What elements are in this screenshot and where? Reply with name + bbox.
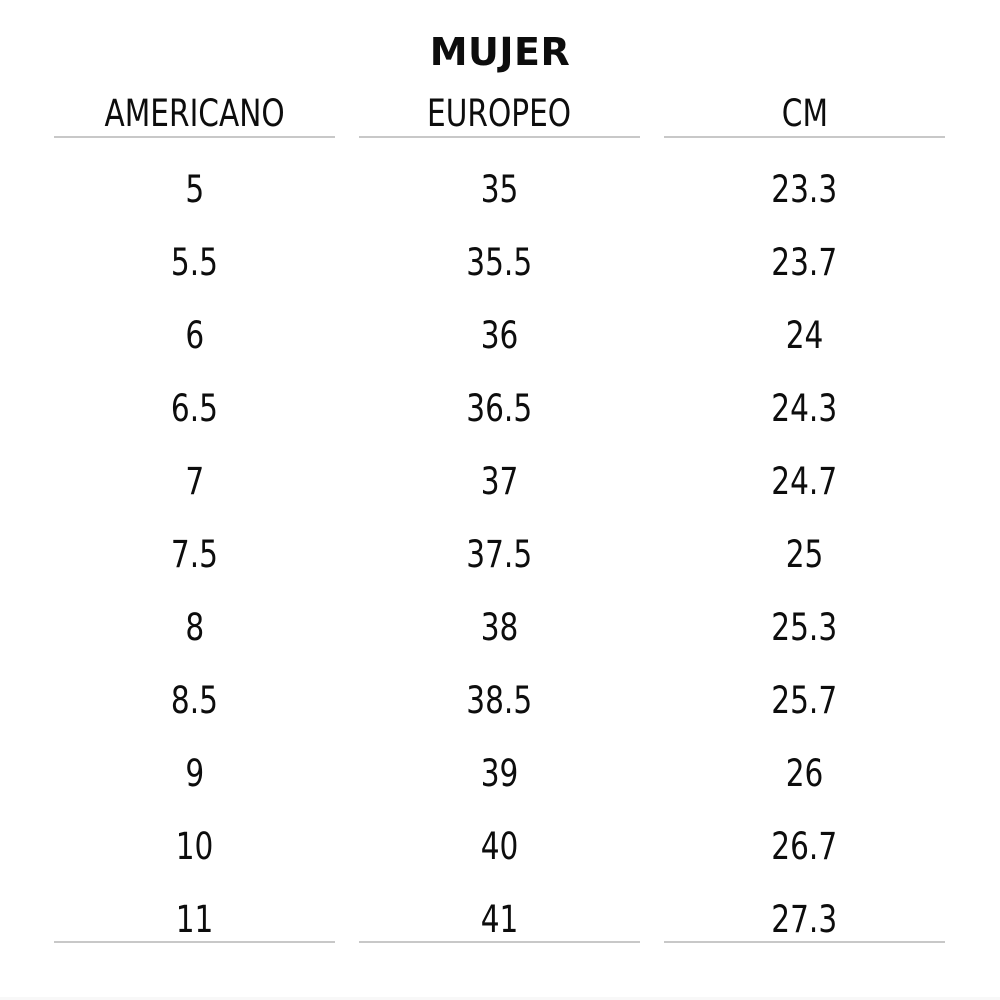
cell-europeo: 41 [359, 868, 640, 943]
cell-cm: 24.7 [771, 460, 838, 503]
table-row [54, 357, 945, 430]
cell-europeo: 37.5 [466, 533, 533, 576]
table-row [54, 576, 945, 649]
column-header-europeo [359, 90, 640, 138]
cell-cm: 24.3 [771, 387, 838, 430]
cell-cm: 25 [785, 533, 824, 576]
cell-americano: 8.5 [170, 679, 219, 722]
header-row [54, 90, 945, 138]
table-row [54, 138, 945, 211]
column-header-cm [664, 90, 945, 138]
cell-europeo: 36.5 [466, 387, 533, 430]
cell-americano: 8 [185, 606, 204, 649]
cell-americano: 6 [185, 314, 204, 357]
cell-americano: 7 [185, 460, 204, 503]
table-row [54, 430, 945, 503]
cell-americano: 9 [185, 752, 204, 795]
table-header [54, 90, 945, 138]
column-header-europeo-label: EUROPEO [427, 91, 572, 135]
cell-cm: 23.7 [771, 241, 838, 284]
cell-cm: 27.3 [664, 868, 945, 943]
cell-europeo: 35 [480, 168, 519, 211]
cell-cm: 25.7 [771, 679, 838, 722]
cell-europeo: 40 [480, 825, 519, 868]
cell-europeo: 38.5 [466, 679, 533, 722]
column-header-americano [54, 90, 335, 138]
cell-cm: 25.3 [771, 606, 838, 649]
cell-cm: 26.7 [771, 825, 838, 868]
table-row [54, 722, 945, 795]
cell-americano: 10 [175, 825, 214, 868]
cell-europeo: 38 [480, 606, 519, 649]
cell-cm: 24 [785, 314, 824, 357]
cell-europeo: 37 [480, 460, 519, 503]
table-row [54, 649, 945, 722]
cell-europeo: 35.5 [466, 241, 533, 284]
cell-americano: 11 [54, 868, 335, 943]
cell-europeo: 36 [480, 314, 519, 357]
page-title: MUJER [429, 30, 571, 74]
cell-americano: 5.5 [170, 241, 219, 284]
table-row [54, 284, 945, 357]
column-header-americano-label: AMERICANO [104, 91, 285, 135]
cell-cm: 23.3 [771, 168, 838, 211]
cell-americano: 6.5 [170, 387, 219, 430]
table-row [54, 868, 945, 943]
column-header-cm-label: CM [781, 91, 828, 135]
cell-cm: 26 [785, 752, 824, 795]
table-row [54, 795, 945, 868]
cell-europeo: 39 [480, 752, 519, 795]
table-row [54, 211, 945, 284]
cell-americano: 5 [185, 168, 204, 211]
table-body [54, 138, 945, 943]
size-conversion-table [30, 90, 969, 943]
cell-americano: 7.5 [170, 533, 219, 576]
table-row [54, 503, 945, 576]
